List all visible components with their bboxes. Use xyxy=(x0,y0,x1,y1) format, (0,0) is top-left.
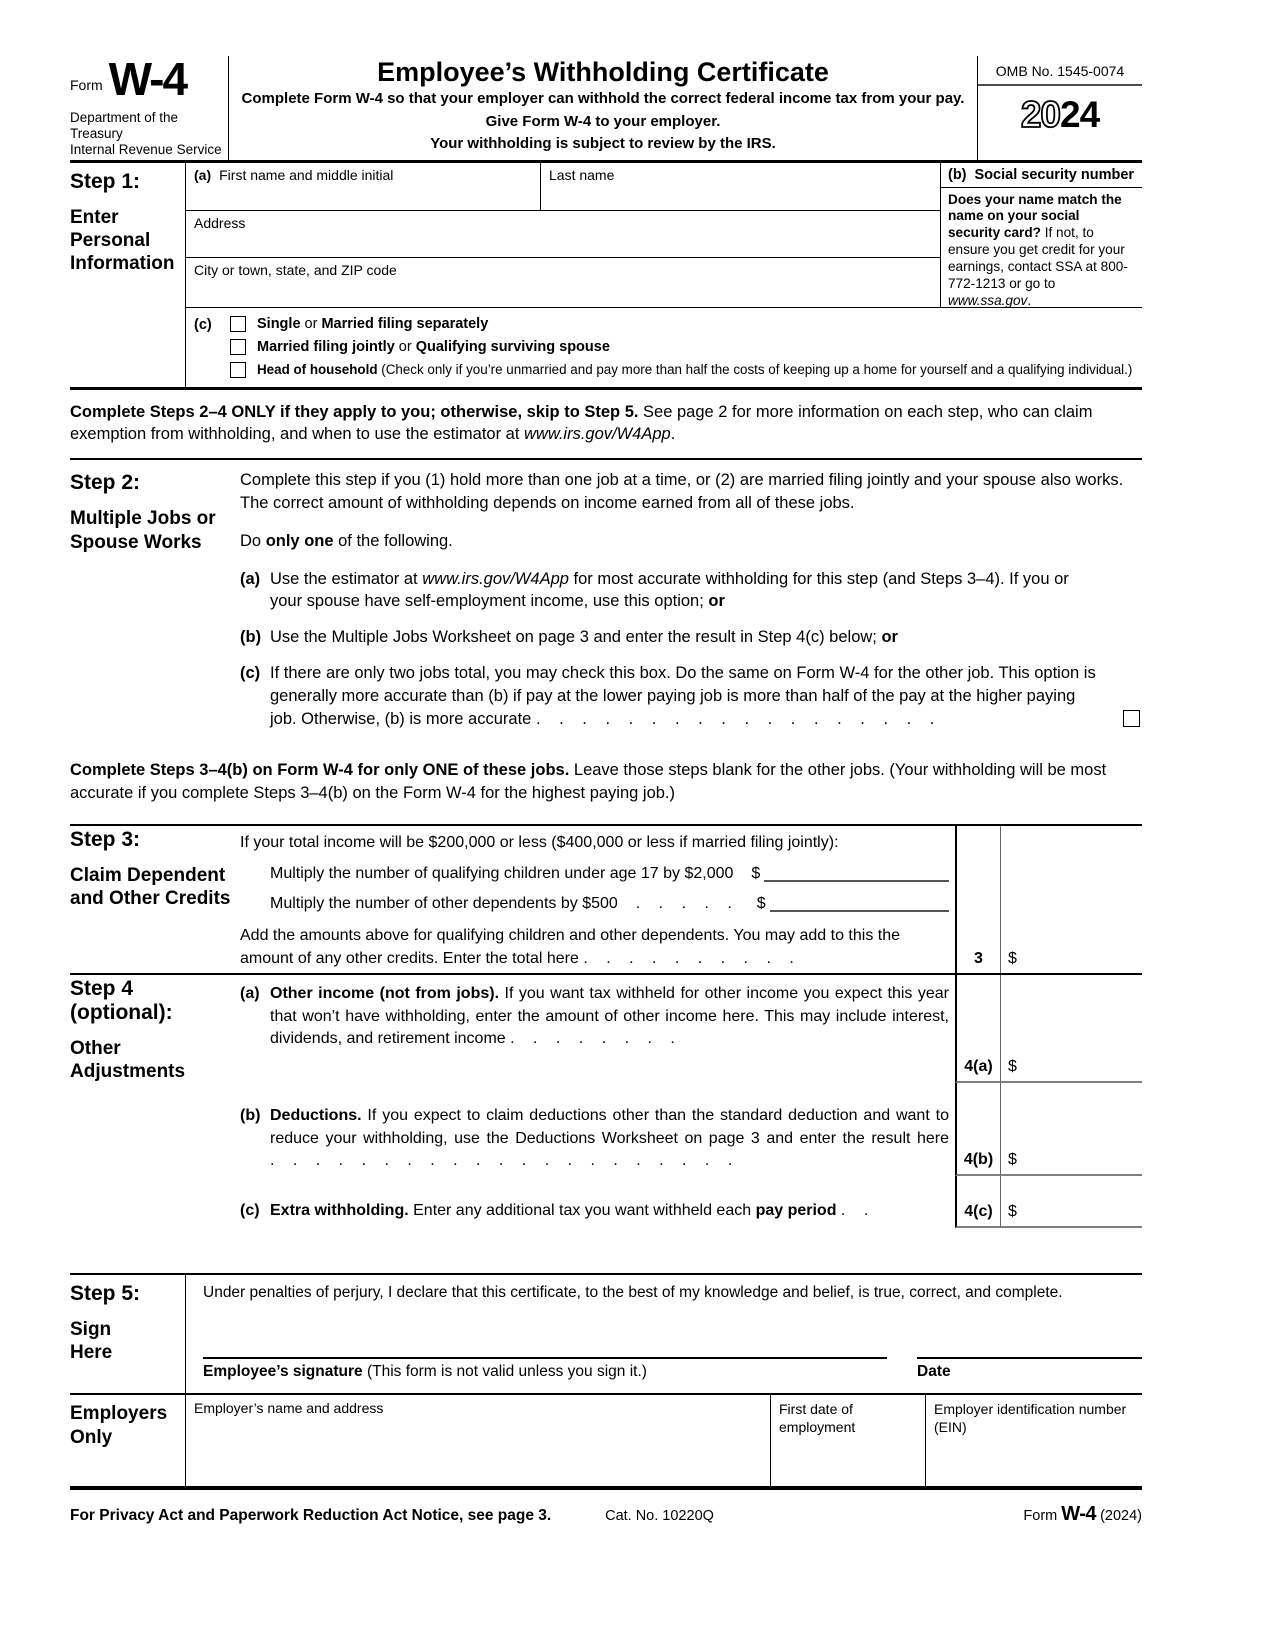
signature-label-rest: (This form is not valid unless you sign it.) xyxy=(362,1363,647,1381)
steps-3-4-table xyxy=(70,824,1142,1228)
steps-3-4-note-bold: Complete Steps 3–4(b) on Form W-4 for only ONE of these jobs. xyxy=(70,761,570,780)
step2-p2-pre: Do xyxy=(240,531,266,550)
employers-only-section xyxy=(70,1393,1142,1490)
step3-content xyxy=(240,826,955,973)
step4c-label-spacer xyxy=(70,1176,240,1228)
step1-label-col xyxy=(70,163,185,387)
omb-year-block xyxy=(978,56,1142,160)
step4c-content xyxy=(240,1176,955,1228)
step2-item-b-prefix: (b) xyxy=(240,628,262,647)
hoh-note: (Check only if you’re unmarried and pay more than half the costs of keeping up a home for yourself and a qualifying individual.) xyxy=(381,362,1133,378)
step3-children-amount-field[interactable] xyxy=(764,880,949,882)
step4a-item xyxy=(240,983,949,1050)
step4b-bold: Deductions. xyxy=(270,1107,362,1125)
step4b-row xyxy=(70,1083,1142,1175)
step4a-dollar-sign: $ xyxy=(1008,1058,1017,1076)
agency-line-1: Department of the Treasury xyxy=(70,109,179,141)
step4c-item xyxy=(240,1200,949,1222)
step4a-dot-leader: . . . . . . . . xyxy=(510,1029,682,1047)
step3-intro: If your total income will be $200,000 or less ($400,000 or less if married filing jointly): xyxy=(240,834,839,852)
step1-fields-area xyxy=(186,163,1142,308)
intro-bold: Complete Steps 2–4 ONLY if they apply to you; otherwise, skip to Step 5. xyxy=(70,402,639,421)
form-word: Form xyxy=(70,77,103,94)
intro-text: See page 2 for more information on each step, who can claim exemption from withholding, and when to use the estimator at xyxy=(70,402,1093,443)
step4c-row xyxy=(70,1176,1142,1228)
ssn-label: Social security number xyxy=(974,166,1135,183)
step4b-text xyxy=(270,1105,949,1172)
catalog-number: Cat. No. 10220Q xyxy=(605,1508,714,1525)
form-id-block xyxy=(70,53,228,160)
form-subtitle-3: Your withholding is subject to review by the IRS. xyxy=(430,135,776,153)
address-label: Address xyxy=(194,214,246,231)
step3-sublabel: Claim Dependent and Other Credits xyxy=(70,865,231,910)
filing-status-prefix: (c) xyxy=(194,316,212,333)
ein-field[interactable] xyxy=(925,1395,1142,1486)
step4b-body: If you expect to claim deductions other than the standard deduction and want to reduce your withholding, use the Deductions Worksheet on page 3 and enter the result here xyxy=(270,1107,949,1147)
mfs-bold: Married filing separately xyxy=(321,315,489,332)
step2-item-c-text xyxy=(270,662,1142,730)
step3-total-dot-leader: . . . . . . . . . . xyxy=(583,949,801,967)
form-year xyxy=(978,86,1142,136)
step4c-bold: Extra withholding. xyxy=(270,1201,409,1219)
year-outline-digits: 20 xyxy=(1020,94,1060,135)
step2-sublabel: Multiple Jobs or Spouse Works xyxy=(70,508,216,553)
step4c-body: Enter any additional tax you want withheld each xyxy=(408,1201,756,1219)
step3-dependents-line xyxy=(270,893,949,915)
signature-date-field[interactable] xyxy=(917,1357,1142,1381)
footer-form-year: (2024) xyxy=(1100,1508,1142,1525)
step2-a-pre: Use the estimator at xyxy=(270,569,423,588)
page-footer xyxy=(70,1490,1142,1526)
step3-dependents-dollar-sign: $ xyxy=(756,894,766,912)
step2-p2-bold: only one xyxy=(265,531,334,550)
form-subtitle-1: Complete Form W-4 so that your employer can withhold the correct federal income tax from your pay. xyxy=(241,90,965,108)
step4c-line-number: 4(c) xyxy=(955,1176,1000,1228)
first-name-label: First name and middle initial xyxy=(219,166,394,183)
form-title-block xyxy=(228,56,978,160)
employers-only-label: Employers Only xyxy=(70,1403,168,1448)
first-date-employment-label: First date of employment xyxy=(779,1401,856,1436)
ssn-note-bold: Does your name match the name on your social security card? xyxy=(948,191,1122,241)
step2-a-or: or xyxy=(708,592,725,611)
signature-label-bold: Employee’s signature xyxy=(203,1363,363,1381)
first-name-field[interactable] xyxy=(186,163,541,210)
mfj-or: or xyxy=(394,338,416,355)
step1-section xyxy=(70,163,1142,390)
form-header xyxy=(70,53,1142,163)
single-checkbox[interactable] xyxy=(230,316,246,332)
step2-item-c xyxy=(240,662,1142,730)
step4b-dot-leader: . . . . . . . . . . . . . . . . . . . . . xyxy=(270,1152,740,1170)
qss-bold: Qualifying surviving spouse xyxy=(415,338,610,355)
step3-dependents-dot-leader: . . . . . xyxy=(635,894,739,912)
year-bold-digits: 24 xyxy=(1060,94,1100,135)
date-label: Date xyxy=(917,1363,951,1381)
step2-item-a-prefix: (a) xyxy=(240,569,261,588)
step3-dependents-text: Multiply the number of other dependents by $500 xyxy=(270,894,618,912)
step4a-amount-field[interactable] xyxy=(1000,975,1142,1083)
step4a-bold: Other income (not from jobs). xyxy=(270,985,500,1003)
form-title: Employee’s Withholding Certificate xyxy=(377,57,829,87)
step3-dollar-sign: $ xyxy=(1008,950,1017,968)
employers-only-fields xyxy=(185,1395,1142,1486)
step4b-line-number: 4(b) xyxy=(955,1083,1000,1175)
step4a-text xyxy=(270,983,949,1050)
step2-label: Step 2: xyxy=(70,471,141,495)
step4b-amount-field[interactable] xyxy=(1000,1083,1142,1175)
intro-end: . xyxy=(670,424,676,443)
step3-total-text: Add the amounts above for qualifying children and other dependents. You may add to this the amount of any other credits. Enter the total here xyxy=(240,927,901,967)
step2-item-c-prefix: (c) xyxy=(240,664,261,683)
employee-signature-field[interactable] xyxy=(203,1357,887,1381)
step4c-amount-field[interactable] xyxy=(1000,1176,1142,1228)
ssn-prefix: (b) xyxy=(948,166,967,183)
step2-p2-post: of the following. xyxy=(333,531,453,550)
step2-content xyxy=(240,469,1142,743)
ssn-note-text: If not, to ensure you get credit for your earnings, contact SSA at 800-772-1213 or go to xyxy=(948,225,1128,291)
ssn-note-url: www.ssa.gov xyxy=(948,292,1028,308)
step2-b-or: or xyxy=(881,628,898,647)
step3-total-line xyxy=(240,925,949,970)
step4-label-col xyxy=(70,975,240,1083)
step3-dependents-amount-field[interactable] xyxy=(770,910,949,912)
step2-paragraph-2 xyxy=(240,530,1142,553)
step4a-line-number: 4(a) xyxy=(955,975,1000,1083)
step4b-dollar-sign: $ xyxy=(1008,1150,1017,1168)
single-or: or xyxy=(300,315,322,332)
step4c-dollar-sign: $ xyxy=(1008,1203,1017,1221)
step4c-dot-leader: . . xyxy=(840,1201,876,1219)
step3-children-line xyxy=(270,863,949,885)
step3-label-col xyxy=(70,826,240,973)
filing-option-single-label xyxy=(257,316,488,332)
first-date-employment-field[interactable] xyxy=(770,1395,925,1486)
step1-sublabel: Enter Personal Information xyxy=(70,206,175,274)
step2-item-a xyxy=(240,568,1142,614)
employer-name-address-label: Employer’s name and address xyxy=(194,1400,384,1417)
step2-c-text: If there are only two jobs total, you may check this box. Do the same on Form W-4 for the other job. This option is generally more accurate than (b) if pay at the lower paying job is more than half of the pay at the higher paying job. Otherwise, (b) is more accurate xyxy=(270,664,1096,728)
city-label: City or town, state, and ZIP code xyxy=(194,261,397,278)
step3-children-dollar-sign: $ xyxy=(751,864,761,882)
name-row xyxy=(186,163,940,211)
step5-sublabel: Sign Here xyxy=(70,1319,113,1364)
filing-option-head-of-household xyxy=(230,362,1132,378)
city-state-zip-field[interactable] xyxy=(186,258,940,307)
step4a-body: If you want tax withheld for other income you expect this year that won’t have withholding, enter the amount of other income here. This may include interest, dividends, and retirement income xyxy=(270,985,949,1047)
form-subtitle-2: Give Form W-4 to your employer. xyxy=(485,112,721,130)
mfj-bold: Married filing jointly xyxy=(257,338,395,355)
two-jobs-checkbox[interactable] xyxy=(1123,710,1140,727)
step1-main xyxy=(185,163,1142,387)
footer-form-word: Form xyxy=(1023,1508,1058,1525)
step2-a-mid: for most accurate withholding for this step (and Steps 3–4). If you or your spouse have self-employment income, use this option; xyxy=(270,569,1069,611)
step5-content xyxy=(185,1275,1142,1393)
step4c-prefix: (c) xyxy=(240,1201,260,1219)
filing-option-single xyxy=(230,316,1132,332)
step4c-bold2: pay period xyxy=(755,1201,837,1219)
step1-label: Step 1: xyxy=(70,169,141,193)
step2-c-dot-leader: . . . . . . . . . . . . . . . . . . xyxy=(535,709,942,728)
filing-status-area xyxy=(186,308,1142,387)
step2-label-col xyxy=(70,469,240,743)
last-name-field[interactable] xyxy=(541,163,940,210)
footer-form-number: W-4 xyxy=(1061,1503,1097,1526)
step4b-prefix: (b) xyxy=(240,1107,261,1125)
step2-item-a-text xyxy=(270,568,1142,614)
agency-block xyxy=(70,110,224,158)
address-field[interactable] xyxy=(186,211,940,258)
ein-label: Employer identification number (EIN) xyxy=(934,1401,1127,1436)
step3-children-text: Multiply the number of qualifying children under age 17 by $2,000 xyxy=(270,864,734,882)
step2-paragraph-1: Complete this step if you (1) hold more than one job at a time, or (2) are married filing jointly and your spouse also works. The correct amount of withholding depends on income earned from all of these jobs. xyxy=(240,471,1124,513)
step2-b-text: Use the Multiple Jobs Worksheet on page 3 and enter the result in Step 4(c) below; xyxy=(270,628,882,647)
step3-total-amount-field[interactable] xyxy=(1000,826,1142,973)
ssn-note-end: . xyxy=(1027,292,1032,308)
employer-name-address-field[interactable] xyxy=(186,1395,770,1486)
step2-a-url: www.irs.gov/W4App xyxy=(422,569,569,588)
step2-item-b-text xyxy=(270,626,1142,649)
step2-section xyxy=(70,460,1142,747)
step4-label: Step 4 (optional): xyxy=(70,977,173,1025)
perjury-declaration: Under penalties of perjury, I declare that this certificate, to the best of my knowledge and belief, is true, correct, and complete. xyxy=(203,1284,1063,1302)
step4a-row xyxy=(70,975,1142,1083)
last-name-label: Last name xyxy=(549,166,615,183)
ssn-note xyxy=(941,188,1142,312)
ssn-column xyxy=(940,163,1142,307)
step4b-content xyxy=(240,1083,955,1175)
agency-line-2: Internal Revenue Service xyxy=(70,141,222,157)
married-jointly-checkbox[interactable] xyxy=(230,339,246,355)
step4-sublabel: Other Adjustments xyxy=(70,1038,186,1083)
intro-url: www.irs.gov/W4App xyxy=(524,424,671,443)
step4c-text xyxy=(270,1200,949,1222)
steps-3-4-note-text: Leave those steps blank for the other jobs. (Your withholding will be most accurate if you complete Steps 3–4(b) on the Form W-4 for the highest paying job.) xyxy=(70,761,1107,802)
filing-option-married-jointly xyxy=(230,339,1132,355)
signature-row xyxy=(203,1357,1142,1381)
steps-2-4-intro xyxy=(70,390,1142,459)
step5-label-col xyxy=(70,1275,185,1393)
filing-option-hoh-label xyxy=(257,362,1132,377)
privacy-notice: For Privacy Act and Paperwork Reduction Act Notice, see page 3. xyxy=(70,1507,552,1525)
steps-3-4-note xyxy=(70,747,1142,818)
form-number-line xyxy=(70,53,224,105)
ssn-field[interactable] xyxy=(941,163,1142,188)
form-sheet xyxy=(70,53,1142,1526)
single-bold: Single xyxy=(257,315,301,332)
step2-item-b xyxy=(240,626,1142,649)
step3-row xyxy=(70,826,1142,975)
step5-section xyxy=(70,1273,1142,1393)
filing-option-married-jointly-label xyxy=(257,339,610,355)
form-number: W-4 xyxy=(108,53,187,105)
step4b-item xyxy=(240,1105,949,1172)
filing-status-options xyxy=(230,316,1132,378)
step4b-label-spacer xyxy=(70,1083,240,1175)
step1-name-address-fields xyxy=(186,163,940,307)
step3-line-number: 3 xyxy=(955,826,1000,973)
step4a-content xyxy=(240,975,955,1083)
step4a-prefix: (a) xyxy=(240,985,260,1003)
step5-label: Step 5: xyxy=(70,1282,141,1306)
hoh-bold: Head of household xyxy=(257,362,378,378)
step3-label: Step 3: xyxy=(70,828,141,852)
footer-form-id xyxy=(714,1503,1142,1526)
omb-number: OMB No. 1545-0074 xyxy=(978,56,1142,86)
first-name-prefix: (a) xyxy=(194,166,212,183)
head-of-household-checkbox[interactable] xyxy=(230,362,246,378)
